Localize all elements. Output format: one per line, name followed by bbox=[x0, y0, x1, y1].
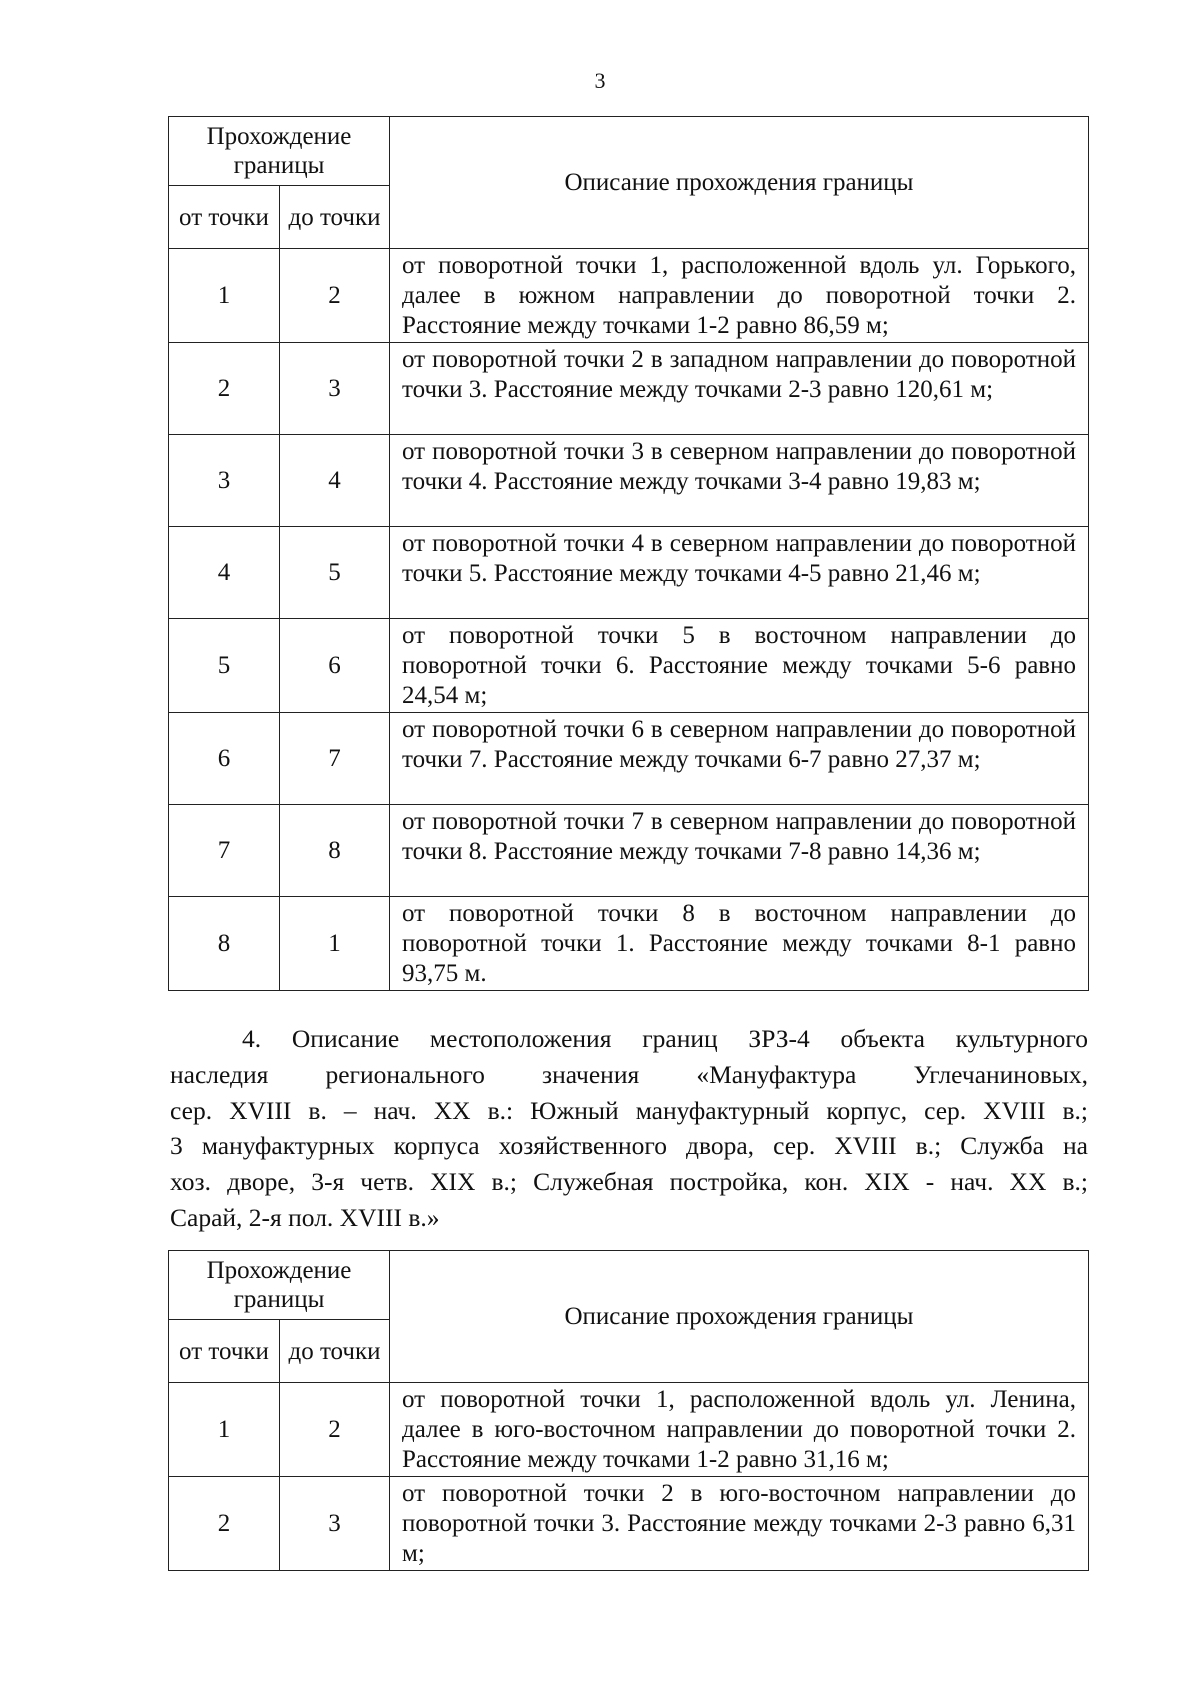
table-row bbox=[169, 805, 1089, 897]
from-point-cell: 4 bbox=[169, 527, 280, 619]
from-point-cell: 2 bbox=[169, 1477, 280, 1571]
table-row bbox=[169, 343, 1089, 435]
to-point-cell: 4 bbox=[280, 435, 390, 527]
description-cell: от поворотной точки 1, расположенной вдоль ул. Горького, далее в южном направлении до поворотной точки 2. Расстояние между точками 1-2 равно 86,59 м; bbox=[390, 249, 1089, 343]
to-point-cell: 7 bbox=[280, 713, 390, 805]
from-point-cell: 5 bbox=[169, 619, 280, 713]
description-cell: от поворотной точки 2 в западном направлении до поворотной точки 3. Расстояние между точками 2-3 равно 120,61 м; bbox=[390, 343, 1089, 435]
paragraph-line: хоз. дворе, 3-я четв. XIX в.; Служебная постройка, кон. XIX - нач. XX в.; bbox=[170, 1167, 1088, 1197]
from-point-cell: 6 bbox=[169, 713, 280, 805]
to-point-cell: 2 bbox=[280, 249, 390, 343]
to-point-cell: 2 bbox=[280, 1383, 390, 1477]
boundary-table-zrz3 bbox=[168, 116, 1089, 991]
to-point-cell: 5 bbox=[280, 527, 390, 619]
paragraph-line: 4. Описание местоположения границ ЗРЗ-4 объекта культурного bbox=[242, 1024, 1088, 1053]
header-to-point: до точки bbox=[280, 1320, 390, 1383]
paragraph-line: наследия регионального значения «Мануфактура Углечаниновых, bbox=[170, 1059, 1088, 1089]
paragraph-line: 3 мануфактурных корпуса хозяйственного двора, сер. XVIII в.; Служба на bbox=[170, 1131, 1088, 1161]
description-cell: от поворотной точки 4 в северном направлении до поворотной точки 5. Расстояние между точками 4-5 равно 21,46 м; bbox=[390, 527, 1089, 619]
header-to-point: до точки bbox=[280, 186, 390, 249]
table-row bbox=[169, 897, 1089, 991]
header-description: Описание прохождения границы bbox=[390, 117, 1089, 249]
header-boundary-passage: Прохождение границы bbox=[169, 1251, 390, 1320]
from-point-cell: 3 bbox=[169, 435, 280, 527]
description-cell: от поворотной точки 1, расположенной вдоль ул. Ленина, далее в юго-восточном направлении до поворотной точки 2. Расстояние между точками 1-2 равно 31,16 м; bbox=[390, 1383, 1089, 1477]
table-row bbox=[169, 619, 1089, 713]
section-4-paragraph bbox=[170, 1021, 1088, 1236]
to-point-cell: 3 bbox=[280, 1477, 390, 1571]
table-row bbox=[169, 527, 1089, 619]
description-cell: от поворотной точки 2 в юго-восточном направлении до поворотной точки 3. Расстояние между точками 2-3 равно 6,31 м; bbox=[390, 1477, 1089, 1571]
table-row bbox=[169, 435, 1089, 527]
description-cell: от поворотной точки 8 в восточном направлении до поворотной точки 1. Расстояние между точками 8-1 равно 93,75 м. bbox=[390, 897, 1089, 991]
description-cell: от поворотной точки 3 в северном направлении до поворотной точки 4. Расстояние между точками 3-4 равно 19,83 м; bbox=[390, 435, 1089, 527]
table-row bbox=[169, 1383, 1089, 1477]
header-boundary-passage: Прохождение границы bbox=[169, 117, 390, 186]
description-cell: от поворотной точки 7 в северном направлении до поворотной точки 8. Расстояние между точками 7-8 равно 14,36 м; bbox=[390, 805, 1089, 897]
to-point-cell: 1 bbox=[280, 897, 390, 991]
from-point-cell: 1 bbox=[169, 1383, 280, 1477]
from-point-cell: 2 bbox=[169, 343, 280, 435]
table-row bbox=[169, 713, 1089, 805]
from-point-cell: 7 bbox=[169, 805, 280, 897]
from-point-cell: 1 bbox=[169, 249, 280, 343]
table-row bbox=[169, 1477, 1089, 1571]
page-number: 3 bbox=[594, 68, 606, 93]
paragraph-line: Сарай, 2-я пол. XVIII в.» bbox=[170, 1202, 440, 1232]
to-point-cell: 6 bbox=[280, 619, 390, 713]
to-point-cell: 3 bbox=[280, 343, 390, 435]
header-from-point: от точки bbox=[169, 186, 280, 249]
description-cell: от поворотной точки 6 в северном направлении до поворотной точки 7. Расстояние между точками 6-7 равно 27,37 м; bbox=[390, 713, 1089, 805]
from-point-cell: 8 bbox=[169, 897, 280, 991]
header-from-point: от точки bbox=[169, 1320, 280, 1383]
to-point-cell: 8 bbox=[280, 805, 390, 897]
table-row bbox=[169, 249, 1089, 343]
paragraph-line: сер. XVIII в. – нач. XX в.: Южный мануфактурный корпус, сер. XVIII в.; bbox=[170, 1095, 1088, 1125]
boundary-table-zrz4 bbox=[168, 1250, 1089, 1571]
header-description: Описание прохождения границы bbox=[390, 1251, 1089, 1383]
description-cell: от поворотной точки 5 в восточном направлении до поворотной точки 6. Расстояние между точками 5-6 равно 24,54 м; bbox=[390, 619, 1089, 713]
